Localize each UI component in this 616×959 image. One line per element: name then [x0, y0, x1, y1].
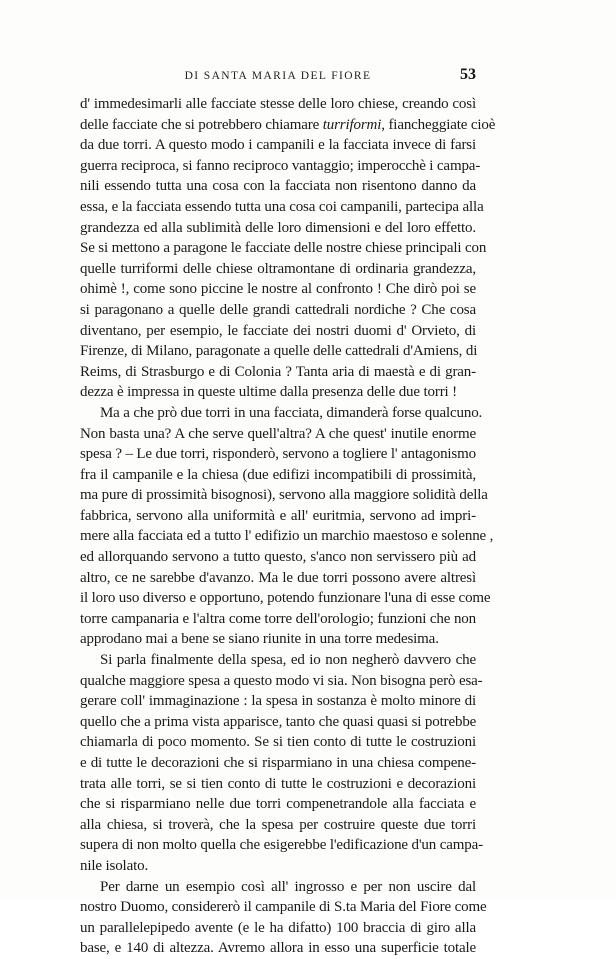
text-line: altro, ce ne sarebbe d'avanzo. Ma le due torri possono avere altresì: [80, 569, 476, 586]
text-line: diventano, per esempio, le facciate dei nostri duomi d' Orvieto, di: [80, 322, 476, 339]
text-line: quello che a prima vista apparisce, tanto che quasi quasi si potrebbe: [80, 713, 477, 730]
text-line: da due torri. A questo modo i campanili e la facciata invece di farsi: [80, 137, 476, 154]
text-line: nili essendo tutta una cosa con la facciata non risentono danno da: [80, 178, 476, 195]
text-line: e di tutte le decorazioni che si risparmiano in una chiesa compene-: [80, 755, 476, 771]
text-line: Reims, di Strasburgo e di Colonia ? Tanta aria di maestà e di gran-: [80, 363, 476, 380]
text-line: Firenze, di Milano, paragonate a quelle delle cattedrali d'Amiens, di: [80, 343, 478, 360]
italic-term: turriformi,: [322, 116, 385, 133]
text-line: approdano mai a bene se siano riunite in una torre medesima.: [80, 631, 439, 648]
body-text: [80, 94, 496, 959]
text-line: gerare coll' immaginazione : la spesa in sostanza è molto minore di: [80, 693, 476, 710]
text-line: Per darne un esempio così all' ingrosso e per non uscire dal: [100, 878, 476, 895]
text-line: Si parla finalmente della spesa, ed io non negherò davvero che: [100, 652, 476, 669]
text-line: Ma a che prò due torri in una facciata, dimanderà forse qualcuno.: [100, 404, 483, 421]
text-line: nostro Duomo, considererò il campanile di S.ta Maria del Fiore come: [80, 899, 487, 916]
text-line: qualche maggiore spesa a questo modo vi sia. Non bisogna però esa-: [80, 672, 483, 689]
text-line: spesa ? – Le due torri, risponderò, servono a togliere l' antagonismo: [80, 446, 476, 463]
text-line: d' immedesimarli alle facciate stesse delle loro chiese, creando così: [80, 96, 476, 112]
text-line: mere alla facciata ed a tutto l' edifizio un marchio maestoso e solenne ,: [80, 528, 494, 545]
text-line: il loro uso diverso e opportuno, potendo funzionare l'una di esse come: [80, 590, 491, 607]
paragraph: [80, 877, 487, 959]
text-line: che si risparmiano nelle due torri compenetrandole alla facciata e: [80, 796, 476, 813]
text-line: torre campanaria e l'altra come torre dell'orologio; funzioni che non: [80, 610, 476, 627]
text-line: fabbrica, servono alla uniformità e all' euritmia, servono ad impri-: [80, 507, 476, 524]
text-line: alla chiesa, si troverà, che la spesa per costruire queste due torri: [80, 816, 476, 833]
text-line: ma pure di prossimità bisognosi), servono alla maggiore solidità della: [80, 487, 488, 504]
text-line: un parallelepipedo avente (e le ha difatto) 100 braccia di giro alla: [80, 919, 476, 936]
text-line: Non basta una? A che serve quell'altra? A che quest' inutile enorme: [80, 425, 476, 442]
running-head: DI SANTA MARIA DEL FIORE: [184, 70, 372, 82]
text-line: base, e 140 di altezza. Avremo allora in esso una superficie totale: [80, 940, 476, 957]
text-line: nile isolato.: [80, 857, 149, 874]
text-line: guerra reciproca, si fanno reciproco vantaggio; imperocchè i campa-: [80, 157, 481, 174]
paragraph: [80, 94, 496, 403]
paragraph: [80, 403, 494, 650]
text-fragment: delle facciate che si potrebbero chiamare: [80, 116, 323, 133]
paragraph: [80, 650, 483, 877]
text-line: grandezza ed alla sublimità delle loro dimensioni e del loro effetto.: [80, 219, 476, 236]
text-line: ohimè !, come sono piccine le nostre al confronto ! Che dirò poi se: [80, 281, 476, 298]
text-line: chiamarla di poco momento. Se si tien conto di tutte le costruzioni: [80, 734, 476, 751]
text-line: essa, e la facciata essendo tutta una cosa coi campanili, partecipa alla: [80, 198, 484, 215]
text-line: [80, 115, 496, 136]
text-line: trata alle torri, se si tien conto di tutte le costruzioni e decorazioni: [80, 775, 476, 792]
text-line: quelle turriformi delle chiese oltramontane di ordinaria grandezza,: [80, 260, 476, 277]
text-line: ed allorquando servono a tutto questo, s'anco non servissero più ad: [80, 549, 476, 566]
text-line: fra il campanile e la chiesa (due edifizi incompatibili di prossimità,: [80, 466, 476, 483]
text-fragment: fiancheggiate cioè: [384, 116, 496, 133]
page-number: 53: [460, 66, 476, 83]
text-line: si paragonano a quelle delle grandi cattedrali nordiche ? Che cosa: [80, 301, 476, 318]
text-line: supera di non molto quella che esigerebbe l'edificazione d'un campa-: [80, 837, 483, 854]
text-line: Se si mettono a paragone le facciate delle nostre chiese principali con: [80, 240, 487, 257]
text-line: dezza è impressa in queste ultime dalla presenza delle due torri !: [80, 384, 458, 401]
page-header: [80, 68, 476, 90]
